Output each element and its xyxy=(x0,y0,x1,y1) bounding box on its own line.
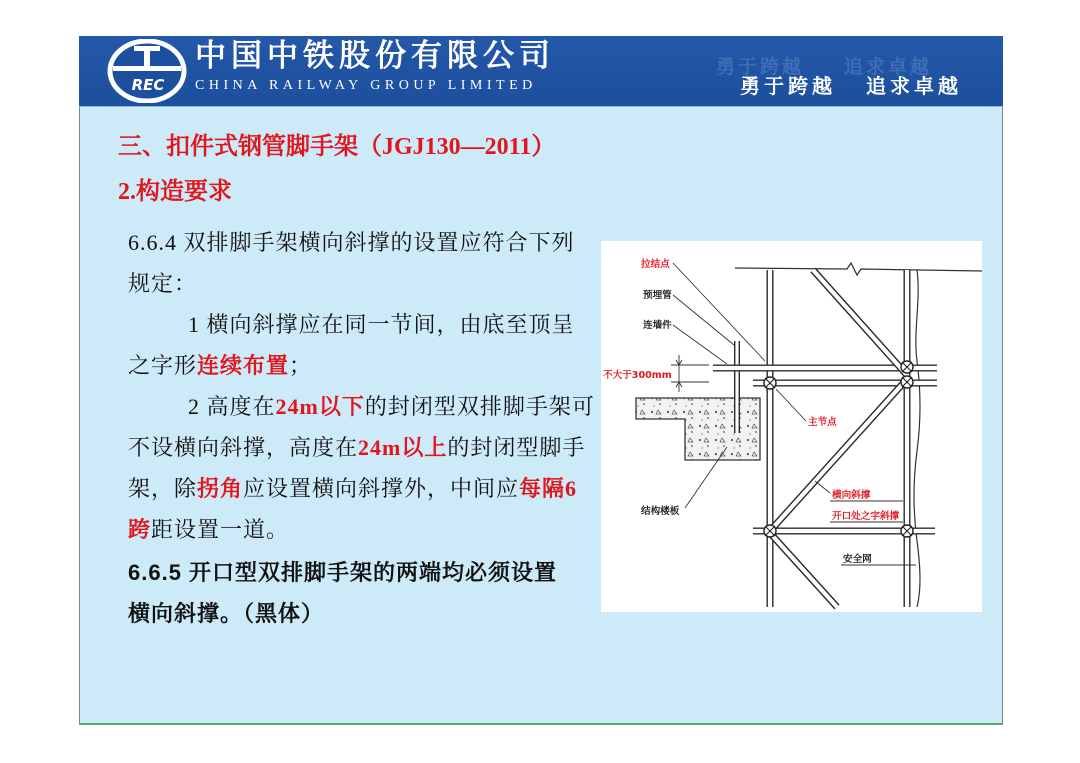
slogan-left: 勇于跨越 xyxy=(740,74,836,98)
lower-diagonal-brace xyxy=(770,533,837,607)
coupler-clamp xyxy=(764,525,776,537)
slogan xyxy=(740,74,962,98)
slogan-shadow-left: 勇于跨越 xyxy=(716,56,805,78)
embedded-pipe-leader xyxy=(673,295,734,345)
clause-665-line: 6.6.5 开口型双排脚手架的两端均必须设置 xyxy=(128,560,558,585)
clause-665-line: 横向斜撑。（黑体） xyxy=(128,601,325,626)
item-1-line: 1 横向斜撑应在同一节间，由底至顶呈 xyxy=(188,312,575,337)
coupler-clamp xyxy=(901,361,913,373)
transverse-brace-leader xyxy=(815,481,830,493)
max-spacing-label: 不大于300mm xyxy=(603,370,672,381)
text-run: 的封闭型脚手 xyxy=(447,435,586,460)
structural-slab xyxy=(636,398,760,460)
emphasis-run: 连续布置 xyxy=(197,353,290,378)
text-run: 不设横向斜撑，高度在 xyxy=(128,435,359,460)
text-run: ； xyxy=(289,353,313,378)
transverse-brace-label: 横向斜撑 xyxy=(832,490,871,501)
main-node-leader xyxy=(776,389,806,421)
clause-664-line: 6.6.4 双排脚手架横向斜撑的设置应符合下列 xyxy=(128,230,575,255)
safety-net-line xyxy=(914,270,920,607)
embedded-pipe-label: 预埋管 xyxy=(643,290,672,301)
scaffold-diagram xyxy=(601,241,982,612)
logo-rail-web xyxy=(144,51,150,66)
logo-rail-base xyxy=(113,66,181,71)
emphasis-run: 跨 xyxy=(128,517,152,542)
scaffold-drawing xyxy=(601,241,982,612)
text-run: 的封闭型双排脚手架可 xyxy=(364,394,595,419)
slogan-right: 追求卓越 xyxy=(866,74,962,98)
item-2-line xyxy=(128,386,598,427)
text-run: 架，除 xyxy=(128,476,198,501)
item-1-line xyxy=(128,345,598,386)
tie-point-leader xyxy=(673,263,765,361)
wall-tie-label: 连墙件 xyxy=(643,320,672,331)
logo-text: REC xyxy=(131,76,165,94)
tie-point-label: 拉结点 xyxy=(641,259,670,270)
clause-664-line: 规定： xyxy=(128,271,198,296)
item-2-line xyxy=(128,468,598,509)
company-name-en: CHINA RAILWAY GROUP LIMITED xyxy=(195,78,537,93)
upper-diagonal-brace xyxy=(813,270,907,375)
china-railway-logo xyxy=(107,39,187,103)
slogan-shadow-right: 追求卓越 xyxy=(844,56,933,78)
safety-net-label: 安全网 xyxy=(843,554,872,565)
company-name-cn: 中国中铁股份有限公司 xyxy=(195,38,555,74)
floor-slab-label: 结构楼板 xyxy=(641,506,680,517)
item-2-line xyxy=(128,509,598,550)
emphasis-run: 拐角 xyxy=(197,476,244,501)
clause-text xyxy=(128,222,598,634)
emphasis-run: 24m以上 xyxy=(358,435,448,460)
zigzag-brace-label: 开口处之字斜撑 xyxy=(832,511,900,522)
coupler-clamp xyxy=(901,525,913,537)
transverse-diagonal-brace xyxy=(770,379,907,531)
coupler-clamp xyxy=(764,377,776,389)
section-subtitle: 2.构造要求 xyxy=(118,179,232,205)
text-run: 距设置一道。 xyxy=(151,517,290,542)
logo-rail-top-flange xyxy=(134,46,160,51)
coupler-clamp xyxy=(901,376,913,388)
main-node-label: 主节点 xyxy=(808,417,837,428)
dimension-marker xyxy=(671,355,709,392)
emphasis-run: 每隔6 xyxy=(519,476,578,501)
section-title: 三、扣件式钢管脚手架（JGJ130—2011） xyxy=(118,134,556,160)
item-2-line xyxy=(128,427,598,468)
wall-tie-leader xyxy=(673,325,727,364)
text-run: 2 高度在 xyxy=(188,394,276,419)
text-run: 应设置横向斜撑外，中间应 xyxy=(243,476,520,501)
emphasis-run: 24m以下 xyxy=(275,394,365,419)
text-run: 之字形 xyxy=(128,353,198,378)
